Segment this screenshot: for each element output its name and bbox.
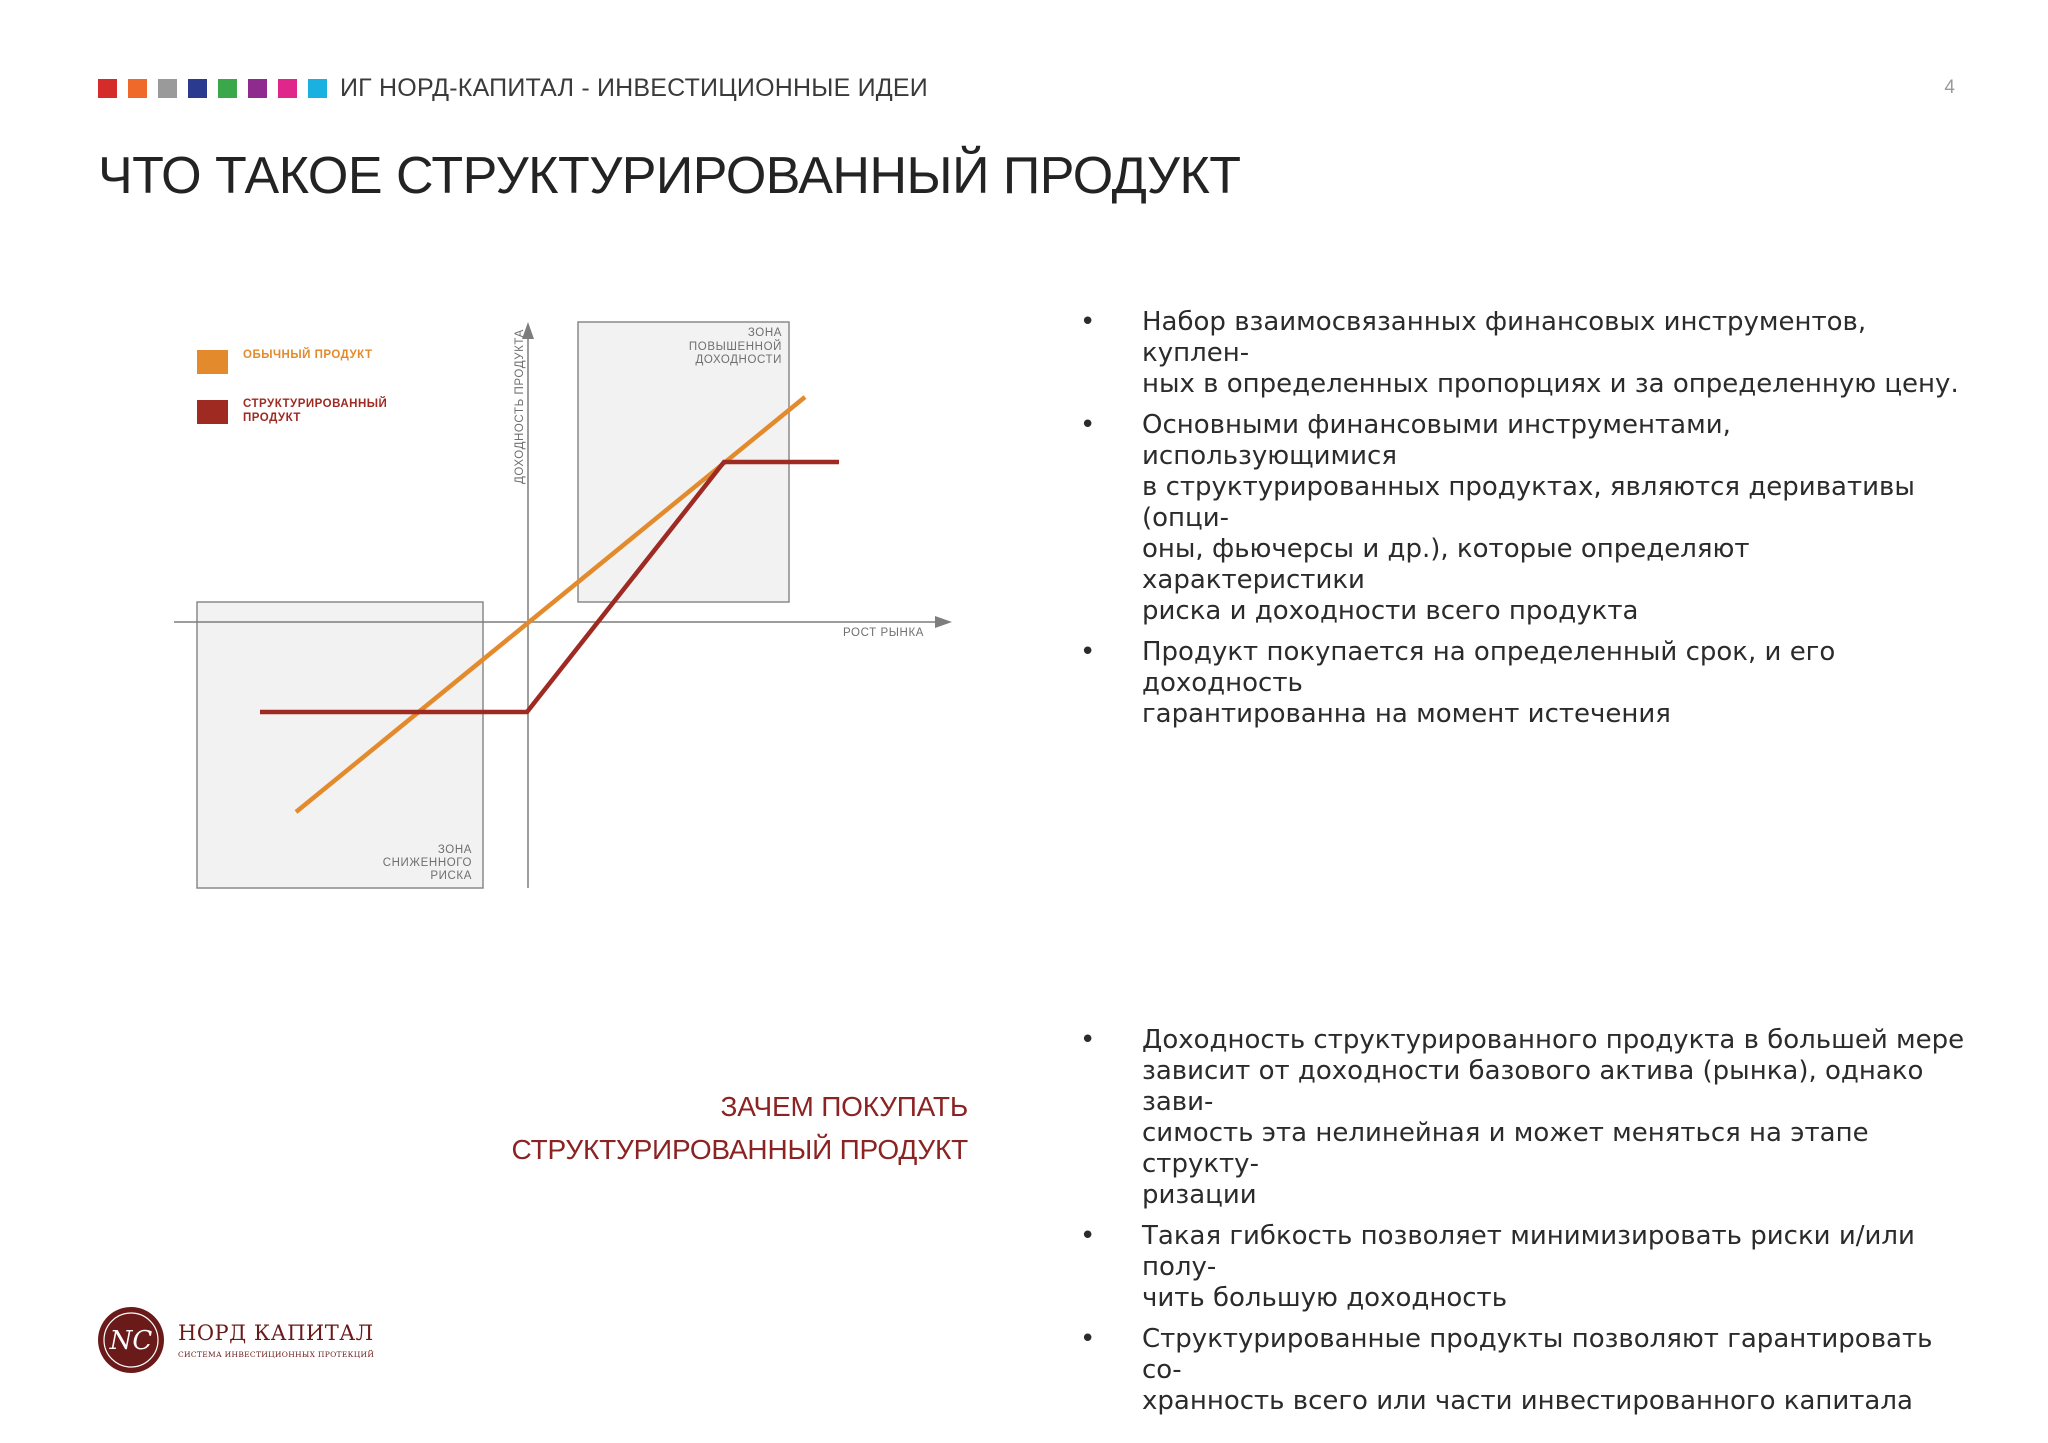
list-item — [1080, 1221, 1980, 1314]
list-item-line: Продукт покупается на определенный срок, и его доходность — [1142, 637, 1836, 698]
list-item — [1080, 1324, 1980, 1417]
x-axis-label: РОСТ РЫНКА — [843, 627, 925, 639]
logo-emblem-icon — [96, 1305, 166, 1375]
bullet-list-top — [1080, 307, 1980, 740]
zone-high-label-3: ДОХОДНОСТИ — [695, 354, 782, 366]
list-item-line: в структурированных продуктах, являются деривативы (опци- — [1142, 472, 1915, 533]
bullet-marker: • — [1080, 1221, 1096, 1251]
list-item-line: симость эта нелинейная и может меняться на этапе структу- — [1142, 1118, 1869, 1179]
y-axis-label: ДОХОДНОСТЬ ПРОДУКТА — [514, 329, 526, 484]
bullet-marker: • — [1080, 410, 1096, 440]
list-item — [1080, 410, 1980, 627]
company-logo — [96, 1305, 396, 1375]
why-buy-heading — [512, 1085, 968, 1171]
legend-label-regular: ОБЫЧНЫЙ ПРОДУКТ — [243, 349, 373, 361]
logo-name: НОРД КАПИТАЛ — [178, 1321, 374, 1345]
zone-low-label-2: СНИЖЕННОГО — [382, 857, 472, 869]
list-item-line: риска и доходности всего продукта — [1142, 596, 1639, 626]
x-axis-arrow — [935, 616, 952, 628]
page-title: ЧТО ТАКОЕ СТРУКТУРИРОВАННЫЙ ПРОДУКТ — [98, 147, 1241, 205]
list-item-line: ных в определенных пропорциях и за определенную цену. — [1142, 369, 1959, 399]
bullet-marker: • — [1080, 1324, 1096, 1354]
list-item-line: Набор взаимосвязанных финансовых инструментов, куплен- — [1142, 307, 1867, 368]
list-item-line: хранность всего или части инвестированного капитала — [1142, 1386, 1913, 1416]
list-item-line: Структурированные продукты позволяют гарантировать со- — [1142, 1324, 1933, 1385]
legend-swatch-regular — [197, 350, 228, 374]
bullet-marker: • — [1080, 637, 1096, 667]
bullet-marker: • — [1080, 307, 1096, 337]
list-item-line: Доходность структурированного продукта в большей мере — [1142, 1025, 1965, 1055]
list-item-line: Такая гибкость позволяет минимизировать риски и/или полу- — [1142, 1221, 1915, 1282]
payoff-diagram — [0, 0, 1000, 900]
list-item-line: ризации — [1142, 1180, 1257, 1210]
logo-monogram: NC — [109, 1326, 153, 1356]
logo-tagline: СИСТЕМА ИНВЕСТИЦИОННЫХ ПРОТЕКЦИЙ — [178, 1350, 375, 1359]
list-item — [1080, 637, 1980, 730]
why-buy-line-2: СТРУКТУРИРОВАННЫЙ ПРОДУКТ — [511, 1134, 968, 1165]
zone-high-label-1: ЗОНА — [747, 327, 782, 339]
list-item-line: чить большую доходность — [1142, 1283, 1508, 1313]
bullet-marker: • — [1080, 1025, 1096, 1055]
list-item-line: гарантированна на момент истечения — [1142, 699, 1671, 729]
zone-low-label-1: ЗОНА — [437, 844, 472, 856]
list-item-line: зависит от доходности базового актива (рынка), однако зави- — [1142, 1056, 1924, 1117]
page-number: 4 — [1944, 77, 1955, 98]
zone-low-label-3: РИСКА — [430, 870, 472, 882]
legend-label-structured-1: СТРУКТУРИРОВАННЫЙ — [243, 398, 388, 410]
why-buy-line-1: ЗАЧЕМ ПОКУПАТЬ — [720, 1091, 968, 1122]
header-title: ИГ НОРД-КАПИТАЛ - ИНВЕСТИЦИОННЫЕ ИДЕИ — [340, 74, 928, 102]
list-item-line: оны, фьючерсы и др.), которые определяют характеристики — [1142, 534, 1750, 595]
list-item — [1080, 307, 1980, 400]
legend-swatch-structured — [197, 400, 228, 424]
list-item — [1080, 1025, 1980, 1211]
zone-high-label-2: ПОВЫШЕННОЙ — [688, 341, 782, 353]
bullet-list-bottom — [1080, 1025, 1980, 1427]
list-item-line: Основными финансовыми инструментами, использующимися — [1142, 410, 1731, 471]
legend-label-structured-2: ПРОДУКТ — [243, 412, 301, 424]
